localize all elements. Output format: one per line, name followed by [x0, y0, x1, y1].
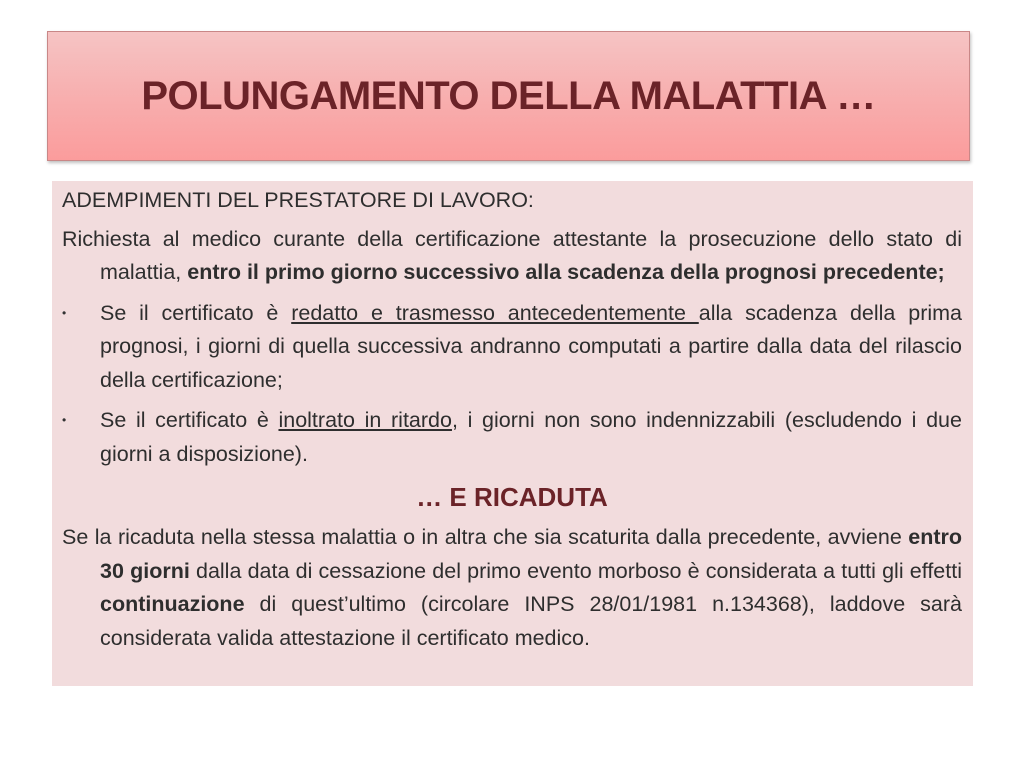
bullet1-text-b: alla scadenza della prima prognosi, i giorni di quella successiva andranno computati a partire dalla data del rilascio della certificazione;	[100, 300, 962, 392]
bullet-item-ritardo	[62, 404, 962, 471]
bullet-icon: •	[62, 413, 67, 427]
bullet-icon: •	[62, 305, 67, 320]
bullet2-text-b: , i giorni non sono indennizzabili (escludendo i due giorni a disposizione).	[100, 408, 962, 466]
ricaduta-text-d: di quest’ultimo (circolare INPS 28/01/1981 n.134368), laddove sarà considerata valida attestazione il certificato medico.	[100, 592, 962, 650]
ricaduta-bold-continuazione: continuazione	[100, 592, 245, 616]
bullet2-underlined: inoltrato in ritardo	[278, 408, 452, 432]
bullet-item-antecedente	[62, 297, 962, 398]
paragraph-richiesta-text: Richiesta al medico curante della certificazione attestante la prosecuzione dello stato di malattia,	[62, 226, 962, 284]
ricaduta-text-a: Se la ricaduta nella stessa malattia o in altra che sia scaturita dalla precedente, avviene	[62, 525, 909, 549]
bullet1-text-a: Se il certificato è	[100, 300, 292, 325]
paragraph-richiesta	[62, 223, 962, 290]
section-heading-ricaduta: … E RICADUTA	[416, 482, 608, 512]
title-banner	[47, 31, 970, 161]
slide-content	[62, 184, 962, 655]
ricaduta-bold-30-giorni: entro 30 giorni	[100, 525, 962, 583]
slide-title: POLUNGAMENTO DELLA MALATTIA …	[141, 73, 876, 118]
bullet2-text-a: Se il certificato è	[100, 408, 279, 432]
paragraph-richiesta-bold: entro il primo giorno successivo alla scadenza della prognosi precedente;	[187, 260, 945, 284]
bullet1-underlined: redatto e trasmesso antecedentemente	[291, 300, 699, 325]
paragraph-ricaduta	[62, 521, 962, 655]
ricaduta-text-c: dalla data di cessazione del primo evento morboso è considerata a tutti gli effetti	[189, 558, 962, 583]
section-heading-adempimenti: ADEMPIMENTI DEL PRESTATORE DI LAVORO:	[62, 188, 534, 212]
